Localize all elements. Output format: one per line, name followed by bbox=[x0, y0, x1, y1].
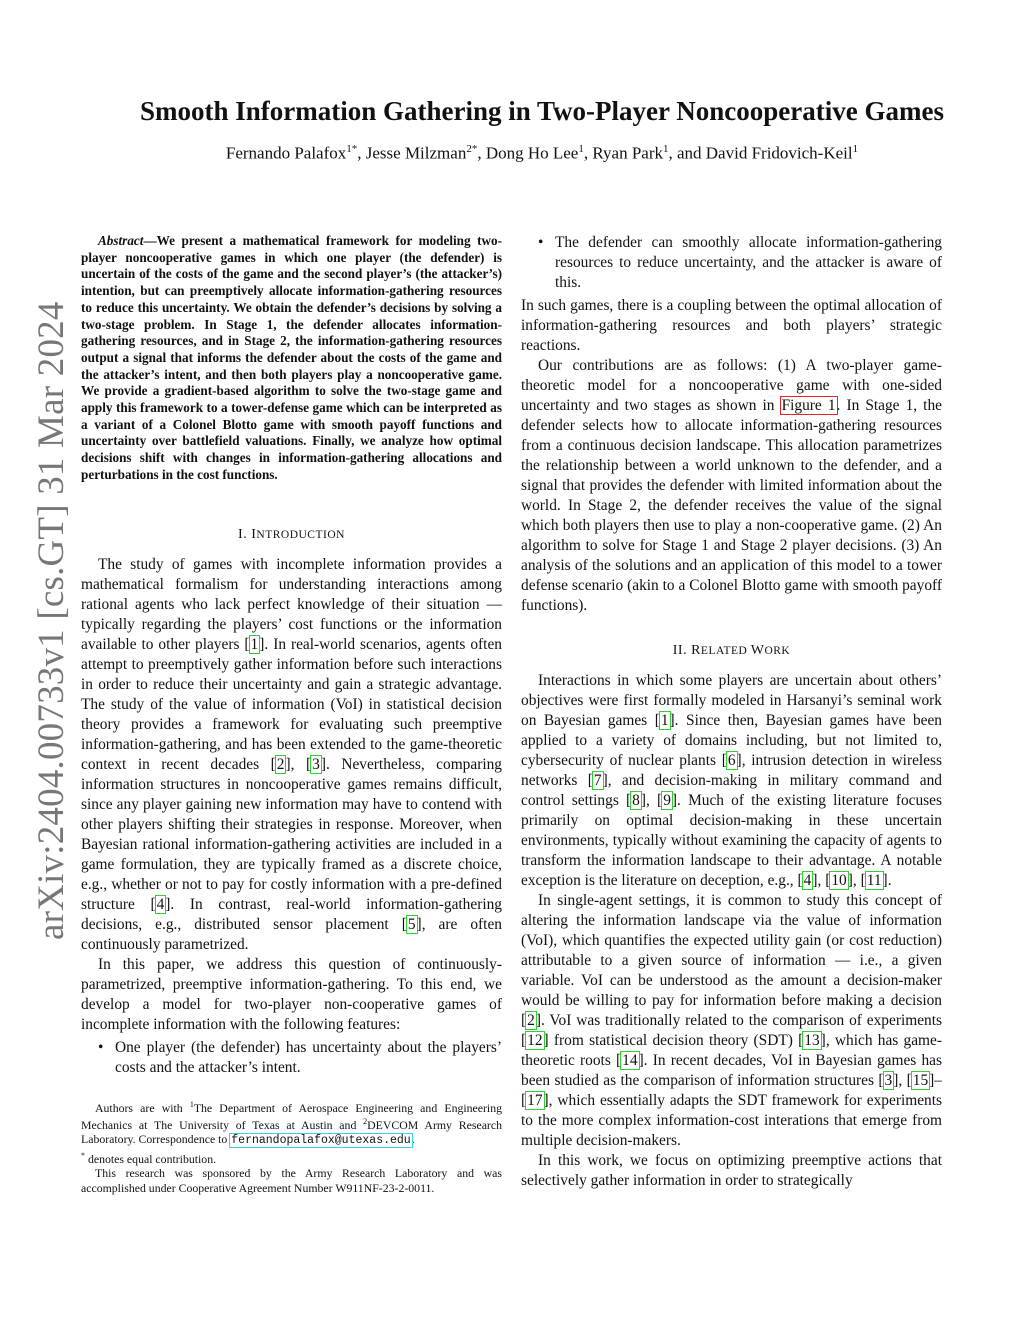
citation-link[interactable]: 6 bbox=[727, 752, 736, 769]
citation-link[interactable]: 10 bbox=[831, 872, 847, 889]
citation-link[interactable]: 13 bbox=[804, 1032, 820, 1049]
citation-link[interactable]: 1 bbox=[660, 712, 669, 729]
footnote-funding: This research was sponsored by the Army Research Laboratory and was accomplished under Cooperative Agreement Number W911NF-23-2-0011. bbox=[81, 1166, 502, 1195]
contributions-paragraph: Our contributions are as follows: (1) A two-player game-theoretic model for a noncooperative game with one-sided uncertainty and two stages as shown in Figure 1. In Stage 1, the defender selects how to allocate information-gathering resources from a continuous decision landscape. This allocation parametrizes the relationship between a world unknown to the defender, and a signal that provides the defender with limited information about the world. In Stage 2, the defender receives the value of the signal which both players then use to play a non-cooperative game. (2) An algorithm to solve for Stage 1 and Stage 2 player decisions. (3) An analysis of the solutions and an application of this model to a tower defense scenario (akin to a Colonel Blotto game with smooth payoff functions). bbox=[521, 357, 942, 614]
section-heading-introduction: I. INTRODUCTION bbox=[238, 526, 345, 542]
author-list bbox=[70, 143, 1014, 164]
related-work-paragraph: In single-agent settings, it is common to study this concept of altering the information landscape via the value of information (VoI), which quantifies the expected utility gain (or cost reduction) attributable to a given source of information — i.e., a given variable. VoI can be understood as the amount a decision-maker would be willing to pay for information before making a decision [2]. VoI was traditionally related to the comparison of experiments [12] from statistical decision theory (SDT) [13], which has game-theoretic roots [14]. In recent decades, VoI in Bayesian games has been studied as the comparison of information structures [3], [15]–[17], which essentially adapts the SDT framework for experiments to the more complex information-cost interations that emerge from multiple decision-makers. bbox=[521, 892, 942, 1149]
related-work-paragraph: Interactions in which some players are uncertain about others’ objectives were first formally modeled in Harsanyi’s seminal work on Bayesian games [1]. Since then, Bayesian games have been applied to a variety of domains including, but not limited to, cybersecurity of nuclear plants [6], intrusion detection in wireless networks [7], and decision-making in military command and control settings [8], [9]. Much of the existing literature focuses primarily on optimal decision-making in these uncertain environments, typically without examining the capacity of agents to transform the information landscape to their advantage. A notable exception is the literature on deception, e.g., [4], [10], [11]. bbox=[521, 672, 943, 889]
body-paragraph: In such games, there is a coupling between the optimal allocation of information-gathering resources and both players’ strategic reactions. bbox=[521, 297, 942, 354]
section-heading-related-work: II. RELATED WORK bbox=[672, 643, 791, 658]
author-name: Fernando Palafox bbox=[225, 143, 347, 163]
related-work-paragraph: In this work, we focus on optimizing preemptive actions that selectively gather information in order to strategically bbox=[521, 1152, 942, 1189]
citation-link[interactable]: 12 bbox=[527, 1032, 543, 1049]
bullet-dot-icon: • bbox=[538, 234, 544, 251]
citation-link[interactable]: 4 bbox=[156, 895, 165, 913]
paper-title: Smooth Information Gathering in Two-Player Noncooperative Games bbox=[140, 96, 944, 126]
author-mark: 1 bbox=[578, 143, 584, 155]
footnote-affiliations: Authors are with $^1$The Department of Aerospace Engineering and Engineering Mechanics at The University of Texas at Austin and $^2$DEVCOM Army Research Laboratory. Correspondence to fernandopalafox@utexas.edu. * denotes equal contribution. bbox=[81, 1099, 503, 1166]
author-name: Jesse Milzman bbox=[365, 143, 467, 163]
email-link[interactable]: fernandopalafox@utexas.edu bbox=[231, 1134, 411, 1148]
citation-link[interactable]: 11 bbox=[866, 872, 882, 889]
citation-link[interactable]: 4 bbox=[803, 872, 812, 889]
citation-link[interactable]: 1 bbox=[250, 635, 259, 653]
citation-link[interactable]: 3 bbox=[884, 1072, 893, 1089]
abstract bbox=[81, 233, 502, 484]
intro-paragraph: The study of games with incomplete information provides a mathematical formalism for understanding interactions among rational agents who lack perfect knowledge of their situation — typically regarding the players’ cost functions or the information available to other players [1]. In real-world scenarios, agents often attempt to preemptively gather information before such interactions in order to reduce their uncertainty and gain a strategic advantage. The study of the value of information (VoI) in statistical decision theory provides a framework for evaluating such preemptive information-gathering, and has been extended to the game-theoretic context in recent decades [2], [3]. Nevertheless, comparing information structures in noncooperative games remains difficult, since any player gaining new information may have to contend with other players shifting their strategies in response. Moreover, when Bayesian rational information-gathering activities are included in a game formulation, they are typically framed as a discrete choice, e.g., whether or not to pay for costly information with a pre-defined structure [4]. In contrast, real-world information-gathering decisions, e.g., distributed sensor placement [5], are often continuously parametrized. bbox=[81, 555, 502, 953]
citation-link[interactable]: 5 bbox=[407, 915, 416, 933]
citation-link[interactable]: 8 bbox=[632, 792, 640, 809]
citation-link[interactable]: 2 bbox=[276, 755, 285, 773]
author-name: Dong Ho Lee bbox=[485, 143, 579, 163]
citation-link[interactable]: 17 bbox=[527, 1092, 543, 1109]
citation-link[interactable]: 7 bbox=[593, 772, 602, 789]
author-separator: , bbox=[477, 143, 486, 163]
feature-bullet: • One player (the defender) has uncertainty about the players’ costs and the attacker’s intent. bbox=[98, 1038, 502, 1076]
bullet-dot-icon: • bbox=[98, 1038, 104, 1056]
citation-link[interactable]: 3 bbox=[312, 755, 320, 773]
arxiv-identifier: arXiv:2404.00733v1 [cs.GT] 31 Mar 2024 bbox=[31, 301, 72, 940]
author-separator: , and bbox=[668, 143, 706, 163]
citation-link[interactable]: 15 bbox=[912, 1072, 929, 1089]
author-name: David Fridovich-Keil bbox=[705, 143, 853, 163]
author-mark: 1 bbox=[662, 143, 669, 155]
abstract-lead: Abstract bbox=[98, 233, 144, 248]
author-separator: , bbox=[357, 143, 366, 163]
author-name: Ryan Park bbox=[592, 143, 663, 163]
author-mark: 1 bbox=[852, 143, 859, 155]
right-column bbox=[521, 233, 942, 1191]
author-mark: 1* bbox=[346, 143, 358, 155]
citation-link[interactable]: 14 bbox=[622, 1052, 638, 1069]
abstract-text: —We present a mathematical framework for modeling two-player noncooperative games in which one player (the defender) is uncertain of the costs of the game and the second player’s (the attacker’s) intention, but can preemptively allocate information-gathering resources to reduce this uncertainty. We obtain the defender’s decisions by solving a two-stage problem. In Stage 1, the defender allocates information-gathering resources, and in Stage 2, the information-gathering resources output a signal that informs the defender about the costs of the game and the attacker’s intent, and then both players play a noncooperative game. We provide a gradient-based algorithm to solve the two-stage game and apply this framework to a tower-defense game which can be interpreted as a variant of a Colonel Blotto game with smooth payoff functions and uncertainty over battlefield valuations. Finally, we analyze how optimal decisions shift with changes in information-gathering allocations and perturbations in the cost functions. bbox=[81, 233, 502, 482]
citation-link[interactable]: 9 bbox=[663, 792, 671, 809]
citation-link[interactable]: 2 bbox=[527, 1012, 535, 1029]
author-mark: 2* bbox=[466, 143, 478, 155]
figure-link[interactable]: Figure 1 bbox=[781, 397, 836, 414]
author-separator: , bbox=[583, 143, 593, 163]
intro-paragraph: In this paper, we address this question of continuously-parametrized, preemptive information-gathering. To this end, we develop a model for two-player non-cooperative games of incomplete information with the following features: bbox=[81, 955, 502, 1033]
left-column bbox=[81, 233, 502, 1195]
feature-bullet: • The defender can smoothly allocate information-gathering resources to reduce uncertainty, and the attacker is aware of this. bbox=[538, 234, 942, 291]
